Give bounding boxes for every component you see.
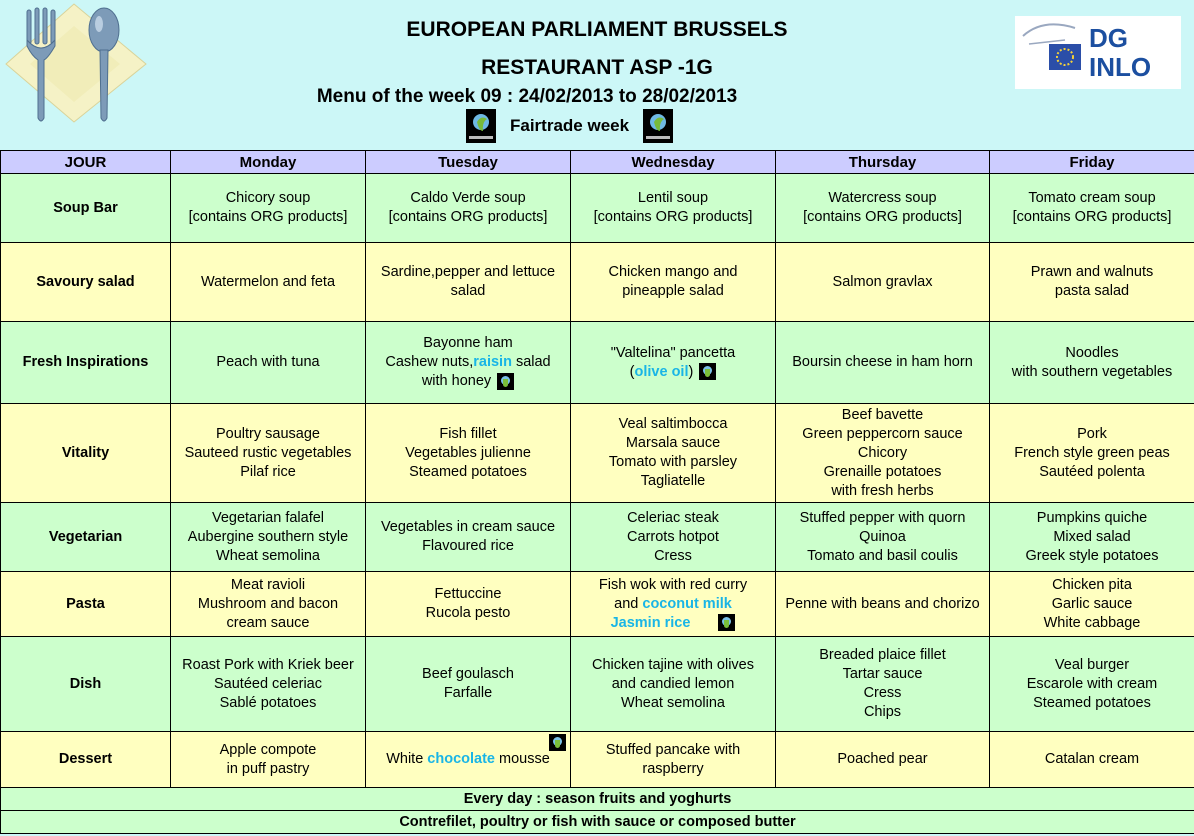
menu-cell	[776, 572, 990, 637]
dish-line: salad	[450, 283, 486, 299]
dish-line: Vegetables julienne	[405, 444, 531, 461]
menu-cell	[776, 174, 990, 243]
dish-line: Breaded plaice fillet	[819, 647, 946, 663]
menu-cell	[366, 503, 571, 572]
dish-line: White cabbage	[1043, 614, 1141, 631]
dish-line: Boursin cheese in ham horn	[792, 354, 973, 370]
menu-cell	[776, 503, 990, 572]
dish-line: Lentil soup	[637, 190, 709, 206]
menu-cell	[171, 637, 366, 732]
dish-line: Chips	[863, 704, 902, 720]
menu-table	[0, 150, 1194, 834]
category-label: Dessert	[1, 732, 171, 788]
menu-cell	[171, 572, 366, 637]
dish-text: and	[614, 595, 643, 612]
menu-cell	[571, 732, 776, 788]
table-row	[1, 243, 1194, 322]
menu-cell	[571, 503, 776, 572]
dish-line: Green peppercorn sauce	[802, 425, 963, 442]
menu-cell	[171, 243, 366, 322]
menu-cell	[776, 732, 990, 788]
dish-line: Vegetarian falafel	[211, 509, 325, 526]
menu-cell	[571, 174, 776, 243]
menu-cell	[776, 243, 990, 322]
dish-line: Chicory soup	[225, 190, 311, 206]
dish-line: Grenaille potatoes	[823, 463, 942, 480]
dish-line: Steamed potatoes	[409, 463, 527, 480]
dish-line: Beef goulasch	[422, 666, 514, 682]
table-row	[1, 572, 1194, 637]
category-label: Soup Bar	[1, 174, 171, 243]
category-label: Fresh Inspirations	[1, 322, 171, 404]
dish-line: Pilaf rice	[240, 463, 296, 480]
fairtrade-icon	[549, 734, 566, 751]
menu-cell	[171, 732, 366, 788]
dish-line	[573, 363, 773, 382]
fairtrade-banner	[466, 108, 673, 144]
dish-line: Veal burger	[1054, 656, 1130, 673]
eu-flag-icon	[1015, 16, 1085, 89]
dish-line: [contains ORG products]	[803, 209, 962, 225]
dish-line: Fettuccine	[434, 586, 502, 602]
dish-line: Marsala sauce	[625, 435, 721, 451]
table-row	[1, 404, 1194, 503]
fairtrade-label: Fairtrade week	[510, 116, 630, 135]
menu-cell	[171, 322, 366, 404]
menu-cell	[366, 637, 571, 732]
footer-note: Contrefilet, poultry or fish with sauce or composed butter	[1, 811, 1194, 834]
menu-cell	[366, 404, 571, 503]
dish-text: with honey	[421, 373, 492, 389]
dish-line: raspberry	[642, 760, 704, 777]
dg-inlo-logo	[1015, 16, 1181, 89]
menu-cell	[776, 322, 990, 404]
table-header-row	[1, 151, 1194, 174]
dish-line: Vegetables in cream sauce	[380, 519, 556, 535]
dish-line: Roast Pork with Kriek beer	[182, 656, 354, 673]
category-label: Vegetarian	[1, 503, 171, 572]
dish-line: Rucola pesto	[425, 605, 511, 621]
dish-line: Sauteed rustic vegetables	[184, 444, 352, 461]
menu-cell	[366, 732, 571, 788]
dish-line: [contains ORG products]	[1012, 209, 1172, 225]
dish-line: Chicken tajine with olives	[592, 656, 754, 673]
menu-cell	[990, 174, 1194, 243]
table-row	[1, 174, 1194, 243]
dish-line: Noodles	[1065, 344, 1119, 361]
dish-line: Apple compote	[219, 741, 317, 758]
inlo-label: INLO	[1089, 52, 1152, 82]
dish-line	[573, 614, 773, 633]
dish-text: Cashew nuts,	[385, 354, 474, 370]
dish-line: Wheat semolina	[621, 694, 725, 711]
column-header: Friday	[990, 151, 1194, 174]
fairtrade-ingredient: coconut milk	[642, 595, 732, 612]
column-header: Thursday	[776, 151, 990, 174]
dish-line: with southern vegetables	[1011, 363, 1173, 380]
menu-cell	[776, 404, 990, 503]
dish-line: Caldo Verde soup	[410, 190, 526, 206]
menu-cell	[990, 732, 1194, 788]
dish-line: [contains ORG products]	[388, 209, 548, 225]
column-header: Wednesday	[571, 151, 776, 174]
dish-line: pineapple salad	[622, 283, 724, 299]
dish-line: Sardine,pepper and lettuce	[380, 264, 556, 280]
menu-cell	[776, 637, 990, 732]
dish-line: Mixed salad	[1053, 528, 1131, 545]
category-label: Dish	[1, 637, 171, 732]
menu-cell	[990, 503, 1194, 572]
menu-cell	[366, 243, 571, 322]
dish-text: White	[386, 751, 428, 767]
dish-line: Tagliatelle	[640, 473, 706, 489]
fairtrade-ingredient: raisin	[473, 354, 512, 370]
fairtrade-icon	[718, 614, 735, 631]
dish-line: Farfalle	[443, 685, 493, 701]
dish-line: Fish wok with red curry	[598, 576, 748, 593]
category-label: Savoury salad	[1, 243, 171, 322]
dish-line: Chicken pita	[1052, 576, 1132, 593]
dish-text: )	[688, 363, 694, 380]
dish-line: Garlic sauce	[1051, 595, 1133, 612]
dish-line	[368, 372, 568, 391]
fairtrade-icon	[497, 373, 514, 390]
dish-line: Cress	[863, 685, 902, 701]
dish-line: cream sauce	[226, 614, 310, 631]
dish-line: Stuffed pepper with quorn	[799, 509, 966, 526]
dish-line: with fresh herbs	[831, 482, 934, 499]
category-label: Pasta	[1, 572, 171, 637]
menu-header	[0, 0, 1194, 150]
dish-line: Escarole with cream	[1026, 675, 1158, 692]
dish-line: Catalan cream	[1044, 751, 1140, 767]
dish-text: (	[629, 363, 635, 380]
fairtrade-ingredient: olive oil	[634, 363, 689, 380]
dish-line: pasta salad	[1054, 283, 1130, 299]
menu-cell	[990, 637, 1194, 732]
dish-line: Beef bavette	[841, 406, 924, 423]
menu-cell	[990, 322, 1194, 404]
dish-line: Salmon gravlax	[832, 273, 933, 290]
page-title: EUROPEAN PARLIAMENT BRUSSELS	[406, 18, 788, 41]
dish-line: Watercress soup	[828, 190, 937, 206]
dish-line	[573, 595, 773, 614]
footer-row	[1, 788, 1194, 811]
dish-line: Celeriac steak	[627, 509, 719, 526]
menu-cell	[366, 572, 571, 637]
menu-cell	[990, 243, 1194, 322]
dish-line	[368, 353, 568, 372]
dish-line: Pumpkins quiche	[1036, 509, 1148, 526]
dish-line: Stuffed pancake with	[605, 741, 741, 758]
menu-cell	[571, 637, 776, 732]
fairtrade-ingredient: chocolate	[427, 751, 495, 767]
fairtrade-ingredient: Jasmin rice	[610, 614, 691, 631]
menu-cell	[366, 322, 571, 404]
menu-cell	[366, 174, 571, 243]
restaurant-name: RESTAURANT ASP -1G	[481, 56, 713, 79]
dish-line: and candied lemon	[611, 675, 735, 692]
dish-line: Prawn and walnuts	[1030, 264, 1154, 280]
dish-line: Peach with tuna	[216, 354, 320, 370]
menu-cell	[171, 174, 366, 243]
fairtrade-icon	[466, 109, 496, 143]
dish-line: French style green peas	[1014, 444, 1170, 461]
table-row	[1, 503, 1194, 572]
footer-row	[1, 811, 1194, 834]
dish-line: Flavoured rice	[422, 538, 514, 554]
dish-line: Veal saltimbocca	[618, 416, 728, 432]
table-row	[1, 322, 1194, 404]
dish-line: [contains ORG products]	[188, 209, 348, 225]
dish-text: salad	[511, 354, 551, 370]
dish-line: Tomato with parsley	[608, 454, 738, 470]
dish-line: "Valtelina" pancetta	[610, 344, 736, 361]
dg-label: DG	[1089, 23, 1128, 53]
dish-line: Chicory	[857, 444, 908, 461]
dish-line: Mushroom and bacon	[197, 595, 339, 612]
menu-cell	[571, 404, 776, 503]
dish-line: Carrots hotpot	[627, 528, 719, 545]
dish-line: Bayonne ham	[423, 335, 513, 351]
dish-line: Fish fillet	[439, 425, 497, 442]
dish-line: Poultry sausage	[216, 425, 320, 442]
category-label: Vitality	[1, 404, 171, 503]
menu-cell	[571, 243, 776, 322]
menu-cell	[171, 503, 366, 572]
menu-cell	[990, 572, 1194, 637]
dish-line: in puff pastry	[226, 760, 310, 777]
dish-line: Poached pear	[837, 751, 928, 767]
dish-line: Tomato cream soup	[1028, 190, 1156, 206]
column-header: Monday	[171, 151, 366, 174]
dish-line: Quinoa	[859, 528, 906, 545]
table-row	[1, 732, 1194, 788]
dish-line: Meat ravioli	[230, 576, 306, 593]
dish-line: Chicken mango and	[608, 264, 738, 280]
column-header: JOUR	[1, 151, 171, 174]
dish-line: Sautéed polenta	[1039, 463, 1145, 480]
footer-note: Every day : season fruits and yoghurts	[1, 788, 1194, 811]
column-header: Tuesday	[366, 151, 571, 174]
dish-line: Penne with beans and chorizo	[785, 595, 980, 612]
dish-text: mousse	[494, 751, 550, 767]
dish-line: Sautéed celeriac	[213, 675, 322, 692]
dish-line: Tartar sauce	[842, 666, 923, 682]
fairtrade-icon	[643, 109, 673, 143]
table-row	[1, 637, 1194, 732]
dish-line: Steamed potatoes	[1033, 694, 1151, 711]
dish-line: Pork	[1077, 425, 1107, 442]
dish-line: Tomato and basil coulis	[807, 547, 958, 564]
menu-cell	[571, 572, 776, 637]
dish-line: Greek style potatoes	[1025, 547, 1159, 564]
dish-line: Watermelon and feta	[200, 273, 336, 290]
menu-cell	[571, 322, 776, 404]
fairtrade-icon	[699, 363, 716, 380]
menu-cell	[990, 404, 1194, 503]
menu-cell	[171, 404, 366, 503]
dish-line: Cress	[654, 547, 692, 564]
week-range: Menu of the week 09 : 24/02/2013 to 28/02/2013	[316, 86, 738, 107]
dish-line: Sablé potatoes	[219, 694, 317, 711]
dish-line: Wheat semolina	[216, 547, 320, 564]
dish-line: Aubergine southern style	[187, 528, 349, 545]
dish-line: [contains ORG products]	[593, 209, 753, 225]
dish-line	[368, 750, 568, 769]
